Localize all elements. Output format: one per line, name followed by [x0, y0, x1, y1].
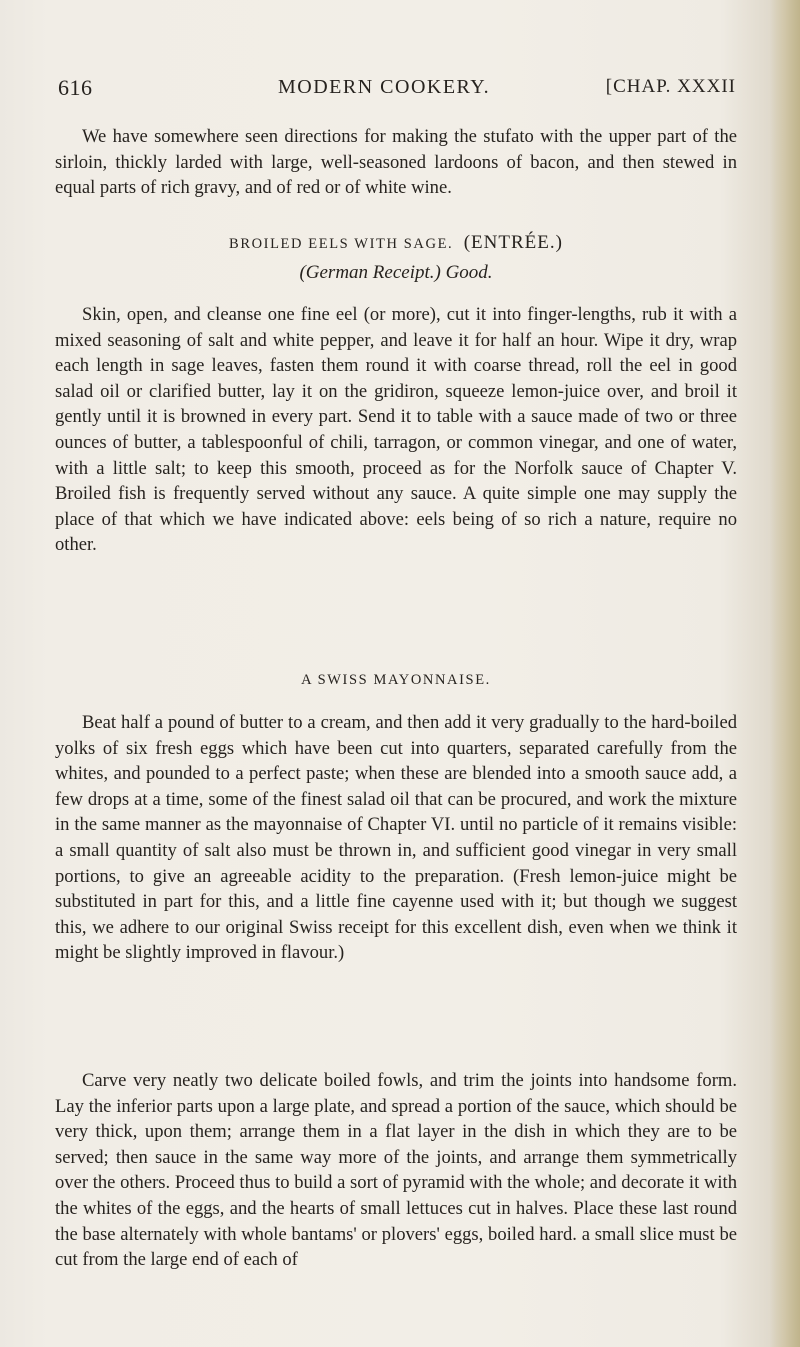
stufato-paragraph: We have somewhere seen directions for making the stufato with the upper part of the sirloin, thickly larded with large, well-seasoned lardoons of bacon, and then stewed in equal parts of rich gravy, and of red or of white wine. — [55, 126, 737, 199]
page-edge-shading — [770, 0, 800, 1347]
swiss-mayonnaise-paragraph-2: Carve very neatly two delicate boiled fowls, and trim the joints into handsome form. Lay the inferior parts upon a large plate, and spread a portion of the sauce, which should be very thick, upon them; arrange them in a flat layer in the dish in which they are to be served; then sauce in the same way more of the joints, and arrange them symmetrically over the others. Proceed thus to build a sort of pyramid with the whole; and decorate it with the whites of the eggs, and the hearts of small lettuces cut in halves. Place these last round the base alternately with whole bantams' or plovers' eggs, boiled hard. a small slice must be cut from the large end of each of — [55, 1070, 737, 1271]
page-number: 616 — [58, 75, 93, 100]
broiled-eels-body: Skin, open, and cleanse one fine eel (or more), cut it into finger-lengths, rub it with a mixed seasoning of salt and white pepper, and leave it for half an hour. Wipe it dry, wrap each length in sage leaves, fasten them round it with coarse thread, roll the eel in good salad oil or clarified butter, lay it on the gridiron, squeeze lemon-juice over, and broil it gently until it is browned in every part. Send it to table with a sauce made of two or three ounces of butter, a tablespoonful of chili, tarragon, or common vinegar, and one of water, with a little salt; to keep this smooth, proceed as for the Norfolk sauce of Chapter V. Broiled fish is frequently served without any sauce. A quite simple one may supply the place of that which we have indicated above: eels being of so rich a nature, require no other. — [55, 304, 737, 556]
swiss-mayonnaise-paragraph-1: Beat half a pound of butter to a cream, and then add it very gradually to the hard-boiled yolks of six fresh eggs which have been cut into quarters, separated carefully from the whites, and pounded to a perfect paste; when these are blended into a smooth sauce add, a few drops at a time, some of the finest salad oil that can be procured, and work the mixture in the same manner as the mayonnaise of Chapter VI. until no particle of it remains visible: a small quantity of salt also must be thrown in, and sufficient good vinegar in very small portions, to give an agreeable acidity to the preparation. (Fresh lemon-juice might be substituted in part for this, and a little fine cayenne used with it; but though we suggest this, we adhere to our original Swiss receipt for this excellent dish, even when we think it might be slightly improved in flavour.) — [55, 712, 737, 964]
broiled-eels-heading — [55, 232, 737, 254]
running-head — [58, 75, 736, 103]
swiss-mayonnaise-heading: A SWISS MAYONNAISE. — [301, 672, 491, 688]
entree-label: (ENTRÉE.) — [463, 232, 563, 253]
broiled-eels-title: BROILED EELS WITH SAGE. — [229, 236, 454, 252]
book-title: MODERN COOKERY. — [278, 76, 491, 98]
chapter-label: [CHAP. XXXII — [605, 76, 736, 97]
broiled-eels-subheading: (German Receipt.) Good. — [299, 262, 493, 283]
